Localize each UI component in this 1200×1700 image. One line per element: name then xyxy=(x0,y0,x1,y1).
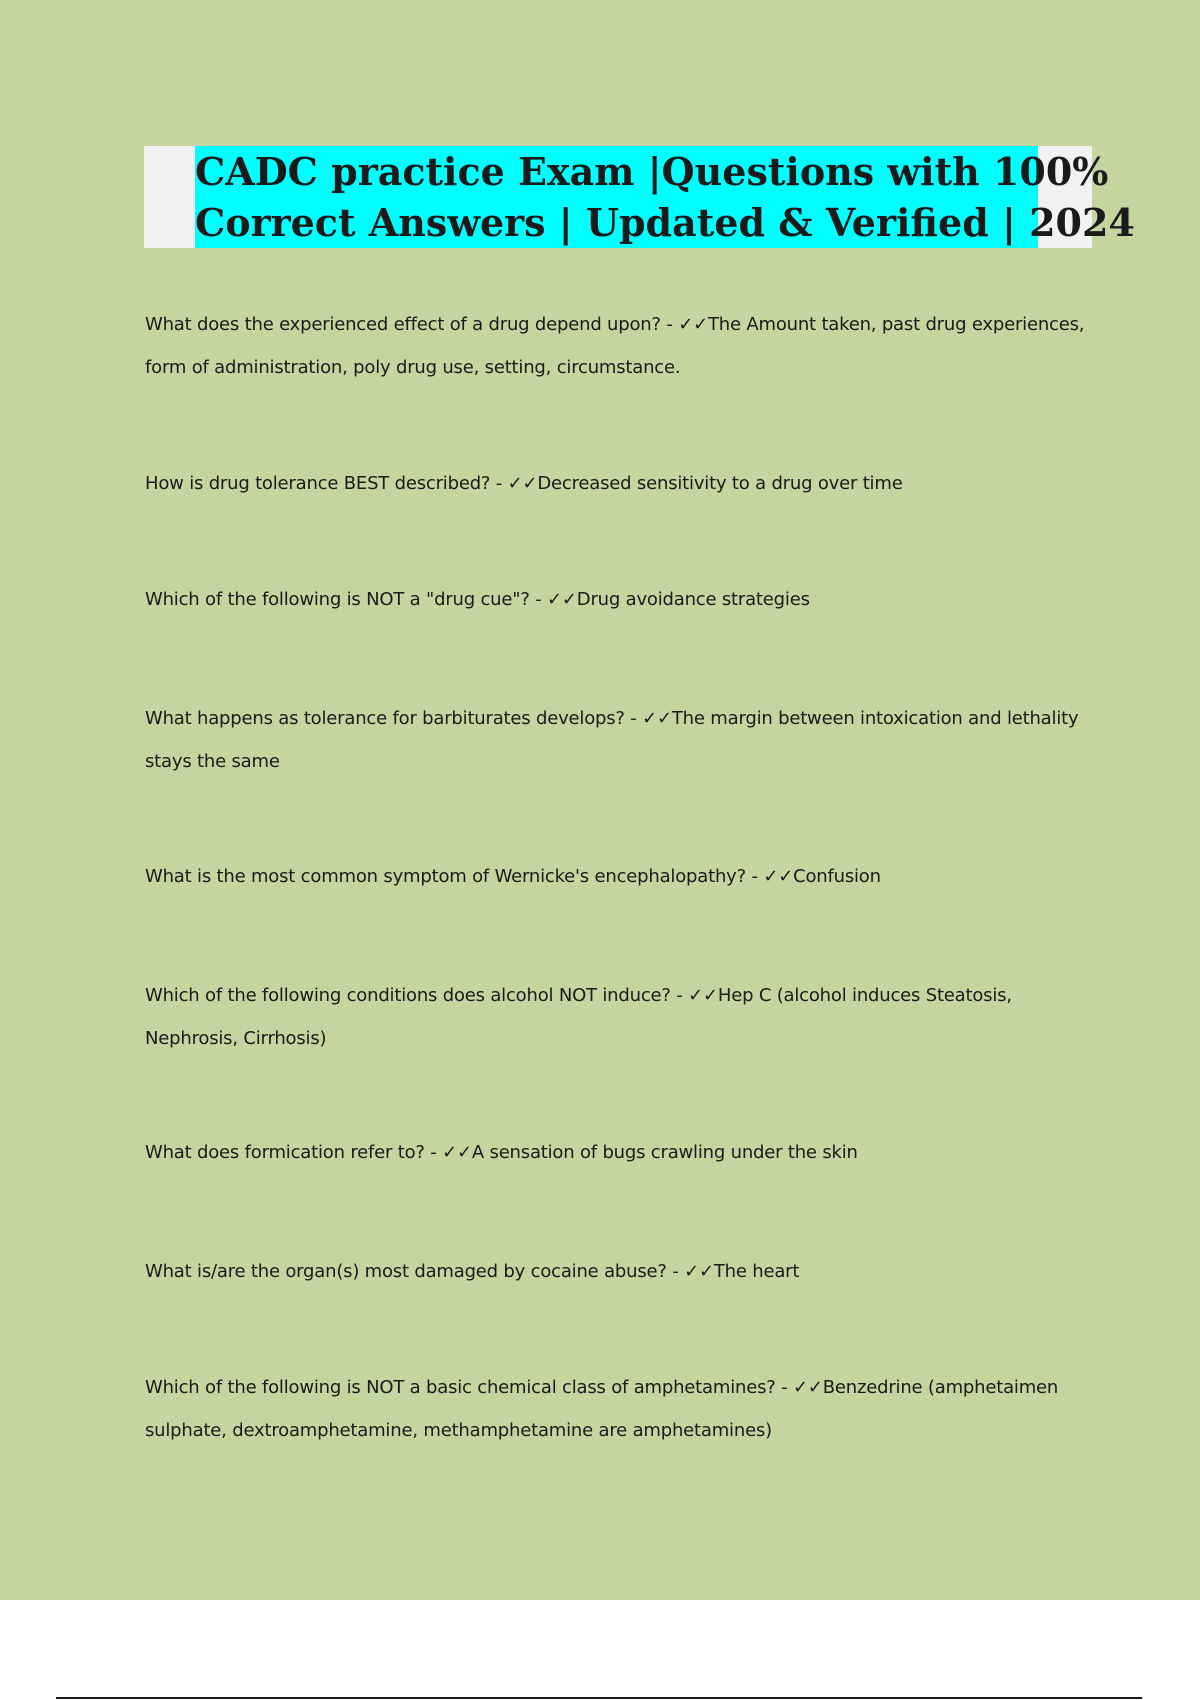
double-check-icon: ✓✓ xyxy=(688,985,718,1006)
answer-text: Hep C (alcohol induces Steatosis, Nephrosis, Cirrhosis) xyxy=(145,985,1012,1049)
footer-rule xyxy=(56,1697,1142,1699)
question-text: What is the most common symptom of Wernicke's encephalopathy? xyxy=(145,866,746,887)
question-text: Which of the following is NOT a "drug cue"? xyxy=(145,589,530,610)
answer-text: Drug avoidance strategies xyxy=(576,589,810,610)
separator: - xyxy=(624,708,643,729)
separator: - xyxy=(529,589,548,610)
double-check-icon: ✓✓ xyxy=(678,314,708,335)
separator: - xyxy=(775,1377,793,1398)
question-text: What does the experienced effect of a drug depend upon? xyxy=(145,314,661,335)
double-check-icon: ✓✓ xyxy=(792,1377,823,1398)
answer-text: A sensation of bugs crawling under the skin xyxy=(471,1142,858,1163)
separator: - xyxy=(660,314,679,335)
answer-text: The Amount taken, past drug experiences, form of administration, poly drug use, setting, circumstance. xyxy=(145,314,1085,378)
qa-item xyxy=(145,855,1085,898)
answer-text: The heart xyxy=(713,1261,800,1282)
document-title xyxy=(195,146,1135,248)
question-text: What is/are the organ(s) most damaged by cocaine abuse? xyxy=(145,1261,667,1282)
qa-item xyxy=(145,462,1085,505)
double-check-icon: ✓✓ xyxy=(763,866,794,887)
separator: - xyxy=(424,1142,443,1163)
double-check-icon: ✓✓ xyxy=(442,1142,472,1163)
question-text: How is drug tolerance BEST described? xyxy=(145,473,491,494)
separator: - xyxy=(490,473,508,494)
separator: - xyxy=(745,866,764,887)
answer-text: Confusion xyxy=(793,866,881,887)
question-text: What does formication refer to? xyxy=(145,1142,425,1163)
qa-item xyxy=(145,303,1085,389)
answer-text: The margin between intoxication and lethality stays the same xyxy=(145,708,1079,772)
answer-text: Benzedrine (amphetaimen sulphate, dextroamphetamine, methamphetamine are amphetamines) xyxy=(145,1377,1059,1441)
double-check-icon: ✓✓ xyxy=(684,1261,714,1282)
qa-item xyxy=(145,974,1085,1060)
question-text: Which of the following conditions does alcohol NOT induce? xyxy=(145,985,671,1006)
double-check-icon: ✓✓ xyxy=(507,473,538,494)
question-text: Which of the following is NOT a basic chemical class of amphetamines? xyxy=(145,1377,776,1398)
answer-text: Decreased sensitivity to a drug over time xyxy=(537,473,903,494)
qa-item xyxy=(145,578,1085,621)
qa-item xyxy=(145,1131,1085,1174)
double-check-icon: ✓✓ xyxy=(547,589,577,610)
separator: - xyxy=(666,1261,685,1282)
qa-item xyxy=(145,697,1085,783)
double-check-icon: ✓✓ xyxy=(642,708,672,729)
title-line-2: Correct Answers | Updated & Verified | 2024 xyxy=(195,197,1038,248)
title-line-1: CADC practice Exam |Questions with 100% xyxy=(195,146,1038,197)
separator: - xyxy=(670,985,689,1006)
qa-item xyxy=(145,1250,1085,1293)
qa-item xyxy=(145,1366,1085,1452)
question-text: What happens as tolerance for barbiturates develops? xyxy=(145,708,625,729)
